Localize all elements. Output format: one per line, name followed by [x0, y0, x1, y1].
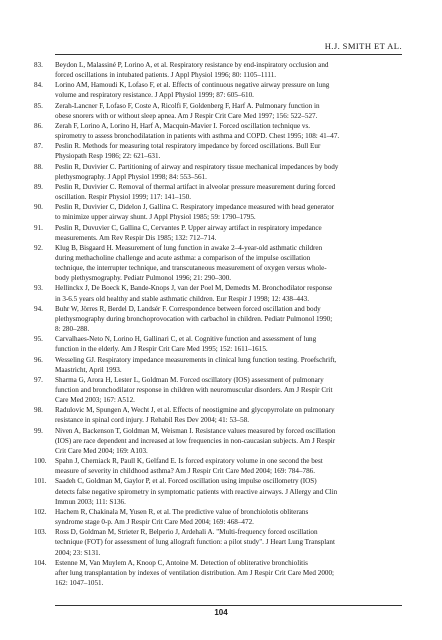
reference-item	[34, 507, 402, 527]
reference-line: Ross D, Goldman M, Strieter R, Belperio J, Ardehali A. "Multi-frequency forced oscillation	[55, 528, 318, 537]
reference-item	[34, 527, 402, 557]
reference-item	[34, 558, 402, 588]
reference-line: Zerah-Lancner F, Lofaso F, Coste A, Ricolfi F, Goldenberg F, Harf A. Pulmonary function in	[55, 101, 320, 110]
reference-item	[34, 426, 402, 456]
reference-line: Hachem R, Chakinala M, Yusen R, et al. The predictive value of bronchiolotis obliterans	[55, 507, 309, 516]
reference-line: forced oscillations in intubated patients. J Appl Physiol 1996; 80: 1105–1111.	[55, 71, 277, 80]
reference-item	[34, 283, 402, 303]
reference-item	[34, 121, 402, 141]
reference-text	[55, 527, 402, 557]
reference-line: obese snorers with or without sleep apnea. Am J Respir Crit Care Med 1997; 156: 522–527.	[55, 111, 318, 120]
reference-number: 83.	[34, 61, 43, 69]
reference-line: Spahn J, Cherniack R, Paull K, Gelfand E. Is forced expiratory volume in one second the best	[55, 457, 323, 466]
reference-text	[55, 243, 402, 284]
reference-item	[34, 243, 402, 284]
reference-line: technique, the interrupter technique, and transcutaneous measurement of oxygen versus whole-	[55, 264, 327, 273]
reference-line: 8: 280–288.	[55, 325, 90, 334]
reference-list	[34, 60, 402, 588]
reference-number: 88.	[34, 162, 43, 171]
reference-text	[55, 558, 402, 588]
reference-text	[55, 121, 402, 141]
reference-text	[55, 456, 402, 476]
reference-line: syndrome stage 0-p. Am J Respir Crit Care Med 2004; 169: 468–472.	[55, 518, 254, 527]
reference-text	[55, 375, 402, 405]
reference-number: 84.	[34, 81, 43, 90]
reference-line: Peslin R, Duvivier C. Removal of thermal artifact in alveolar pressure measurement during forced	[55, 182, 336, 191]
page-number: 104	[214, 608, 228, 617]
reference-line: after lung transplantation by indexes of ventilation distribution. Am J Respir Crit Care Med 2000;	[55, 568, 335, 577]
reference-line: Estenne M, Van Muylem A, Knoop C, Antoine M. Detection of obliterative bronchiolitis	[55, 558, 308, 567]
reference-line: technique (FOT) for assessment of lung allograft function: a pilot study". J Heart Lung Transplant	[55, 538, 335, 547]
reference-item	[34, 334, 402, 354]
reference-line: during methacholine challenge and acute asthma: a comparison of the impulse oscillation	[55, 253, 311, 262]
reference-line: Peslin R, Duvivier C, Didelon J, Gallina C. Respiratory impedance measured with head generator	[55, 203, 335, 212]
reference-text	[55, 101, 402, 121]
reference-number: 98.	[34, 406, 43, 415]
reference-number: 95.	[34, 335, 43, 344]
reference-line: Carvalhaes-Neto N, Lorino H, Gallinari C, et al. Cognitive function and assessment of lung	[55, 335, 317, 344]
reference-line: Lorino AM, Hamoudi K, Lofaso F, et al. Effects of continuous negative airway pressure on lung	[55, 81, 330, 90]
reference-item	[34, 80, 402, 100]
reference-line: plethysmography. J Appl Physiol 1998; 84: 553–561.	[55, 172, 207, 181]
reference-item	[34, 182, 402, 202]
reference-line: measurements. Am Rev Respir Dis 1985; 132: 712–714.	[55, 233, 217, 242]
reference-line: function and bronchodilator response in children with neuromuscular disorders. Am J Respir Crit	[55, 386, 333, 394]
reference-number: 96.	[34, 355, 43, 364]
reference-line: body plethysmography. Pediatr Pulmonol 1996; 21: 290–300.	[55, 274, 232, 283]
reference-line: oscillation. Respir Physiol 1999; 117: 141–150.	[55, 193, 192, 202]
reference-line: Sharma G, Arora H, Lester L, Goldman M. Forced oscillatory (IOS) assessment of pulmonary	[55, 375, 324, 384]
reference-number: 103.	[34, 528, 47, 537]
reference-text	[55, 182, 402, 202]
reference-number: 99.	[34, 426, 43, 435]
footer-rule	[55, 605, 402, 606]
reference-text	[55, 405, 402, 425]
reference-number: 97.	[34, 375, 43, 384]
reference-number: 85.	[34, 101, 43, 110]
reference-item	[34, 456, 402, 476]
reference-text	[55, 202, 402, 222]
reference-number: 94.	[34, 304, 43, 313]
reference-number: 93.	[34, 284, 43, 293]
reference-line: Beydon L, Malassiné P, Lorino A, et al. Respiratory resistance by end-inspiratory occlusion and	[55, 61, 329, 69]
reference-line: Hellinckx J, De Boeck K, Bande-Knops J, van der Poel M, Demedts M. Bronchodilator response	[55, 284, 333, 293]
reference-item	[34, 223, 402, 243]
reference-item	[34, 375, 402, 405]
reference-line: volume and respiratory resistance. J Appl Physiol 1999; 87: 605–610.	[55, 91, 254, 100]
reference-number: 104.	[34, 558, 47, 567]
running-header: H.J. SMITH ET AL.	[324, 41, 402, 51]
reference-item	[34, 304, 402, 334]
reference-text	[55, 141, 402, 161]
reference-item	[34, 60, 402, 80]
reference-line: (IOS) are race dependent and increased at low frequencies in non-caucasian subjects. Am J Respir	[55, 436, 336, 445]
reference-number: 101.	[34, 477, 47, 486]
reference-line: to minimize upper airway shunt. J Appl Physiol 1985; 59: 1790–1795.	[55, 213, 256, 222]
reference-line: Zerah F, Lorino A, Lorino H, Harf A, Macquin-Mavier I. Forced oscillation technique vs.	[55, 121, 311, 130]
reference-number: 91.	[34, 223, 43, 232]
reference-line: Peslin R, Duvivier C. Partitioning of airway and respiratory tissue mechanical impedances by body	[55, 162, 339, 171]
reference-line: resistance in spinal cord injury. J Rehabil Res Dev 2004; 41: 53–58.	[55, 416, 250, 425]
reference-line: function in the elderly. Am J Respir Crit Care Med 1995; 152: 1611–1615.	[55, 345, 268, 354]
reference-line: Care Med 2003; 167: A512.	[55, 396, 135, 405]
reference-line: Klug B, Bisgaard H. Measurement of lung function in awake 2–4-year-old asthmatic children	[55, 243, 323, 252]
reference-line: Peslin R, Duvuvier C, Gallina C, Cervantes P. Upper airway artifact in respiratory impedance	[55, 223, 322, 232]
reference-number: 92.	[34, 243, 43, 252]
reference-number: 100.	[34, 457, 47, 466]
reference-line: 2004; 23: S131.	[55, 548, 101, 557]
reference-number: 90.	[34, 203, 43, 212]
reference-number: 87.	[34, 142, 43, 151]
reference-number: 89.	[34, 182, 43, 191]
reference-text	[55, 426, 402, 456]
reference-text	[55, 476, 402, 506]
reference-line: Peslin R. Methods for measuring total respiratory impedance by forced oscillations. Bull Eur	[55, 142, 321, 151]
reference-line: detects false negative spirometry in symptomatic patients with reactive airways. J Allergy and Clin	[55, 487, 338, 496]
reference-line: Wesseling GJ. Respiratory impedance measurements in clinical lung function testing. Proefschrift,	[55, 355, 337, 364]
reference-line: 162: 1047–1051.	[55, 578, 104, 587]
reference-number: 86.	[34, 121, 43, 130]
reference-line: in 3-6.5 years old healthy and stable asthmatic children. Eur Respir J 1998; 12: 438–443.	[55, 294, 310, 303]
reference-line: plethysmography during bronchoprovocation with carbachol in children. Pediatr Pulmonol 1990;	[55, 314, 333, 323]
reference-text	[55, 334, 402, 354]
reference-text	[55, 283, 402, 303]
reference-line: Niven A, Backenson T, Goldman M, Weisman I. Resistance values measured by forced oscillation	[55, 426, 336, 435]
reference-item	[34, 101, 402, 121]
reference-line: Buhr W, Jörres R, Berdel D, Landsér F. Correspondence between forced oscillation and body	[55, 304, 321, 313]
reference-line: Physiopath Resp 1986; 22: 621–631.	[55, 152, 161, 161]
reference-text	[55, 223, 402, 243]
reference-line: Radulovic M, Spungen A, Wecht J, et al. Effects of neostigmine and glycopyrrolate on pulmonary	[55, 406, 335, 415]
reference-line: Saadeh C, Goldman M, Gaylor P, et al. Forced oscillation using impulse oscillometry (IOS)	[55, 477, 317, 486]
reference-line: Maastricht, April 1993.	[55, 365, 122, 374]
reference-text	[55, 304, 402, 334]
reference-line: measure of severity in childhood asthma? Am J Respir Crit Care Med 2004; 169: 784–786.	[55, 467, 315, 476]
reference-line: Immun 2003; 111: S136.	[55, 497, 126, 506]
reference-text	[55, 355, 402, 375]
reference-item	[34, 162, 402, 182]
reference-line: Crit Care Med 2004; 169: A103.	[55, 446, 148, 455]
reference-number: 102.	[34, 507, 47, 516]
reference-item	[34, 476, 402, 506]
reference-item	[34, 141, 402, 161]
header-rule	[55, 54, 402, 55]
reference-item	[34, 355, 402, 375]
reference-text	[55, 60, 402, 80]
reference-item	[34, 202, 402, 222]
reference-line: spirometry to assess bronchodilatation in patients with asthma and COPD. Chest 1995; 108: 41–47.	[55, 132, 340, 141]
reference-text	[55, 80, 402, 100]
reference-item	[34, 405, 402, 425]
reference-text	[55, 162, 402, 182]
reference-text	[55, 507, 402, 527]
